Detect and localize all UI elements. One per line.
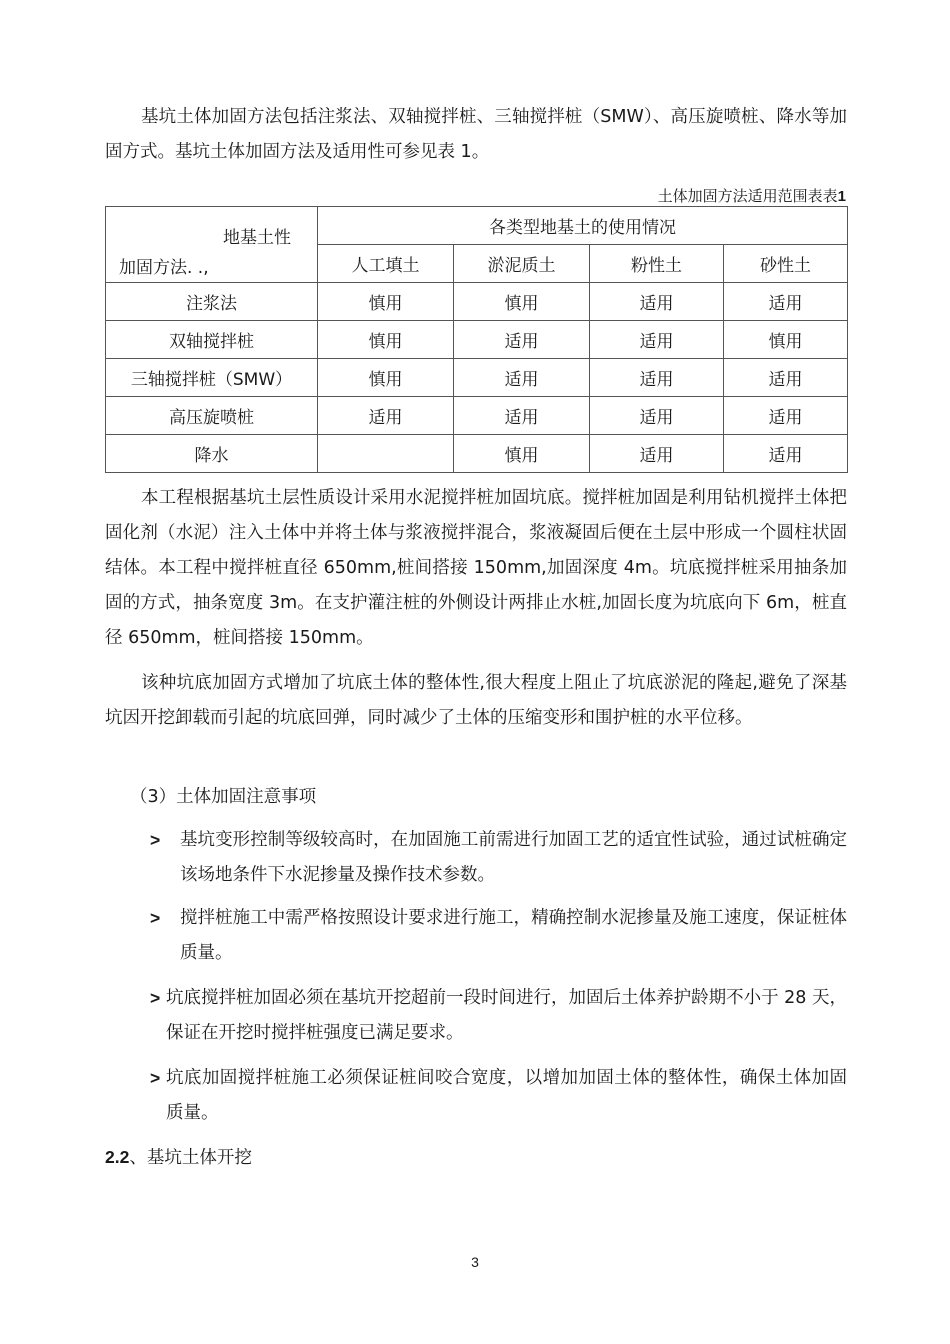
table-cell: 适用 [590, 397, 724, 435]
page-number: 3 [471, 1254, 479, 1270]
table-cell: 适用 [724, 359, 848, 397]
bullet-item [150, 981, 847, 1051]
bullet-text: 搅拌桩施工中需严格按照设计要求进行施工，精确控制水泥掺量及施工速度，保证桩体质量。 [180, 908, 847, 963]
table-row [106, 283, 848, 321]
table-cell: 适用 [724, 283, 848, 321]
body-paragraph-2: 该种坑底加固方式增加了坑底土体的整体性,很大程度上阻止了坑底淤泥的隆起,避免了深基坑因开挖卸载而引起的坑底回弹，同时减少了土体的压缩变形和围护桩的水平位移。 [105, 673, 847, 728]
bullet-arrow-icon: > [150, 830, 161, 850]
bullet-item [150, 1061, 847, 1131]
table-cell: 适用 [590, 283, 724, 321]
bullet-arrow-icon: > [150, 988, 161, 1008]
table-cell: 适用 [454, 359, 590, 397]
table-cell: 慎用 [454, 435, 590, 473]
bullet-arrow-icon: > [150, 908, 161, 928]
bullet-text: 坑底搅拌桩加固必须在基坑开挖超前一段时间进行，加固后土体养护龄期不小于 28 天，保证在开挖时搅拌桩强度已满足要求。 [166, 988, 847, 1043]
row-method: 降水 [106, 435, 318, 473]
column-header: 淤泥质土 [454, 245, 590, 283]
soil-reinforcement-table [105, 206, 848, 473]
table-cell: 适用 [318, 397, 454, 435]
bullet-item [150, 901, 847, 971]
table-cell: 慎用 [318, 283, 454, 321]
bullet-text: 坑底加固搅拌桩施工必须保证桩间咬合宽度，以增加加固土体的整体性，确保土体加固质量。 [166, 1068, 847, 1123]
bullet-text: 基坑变形控制等级较高时，在加固施工前需进行加固工艺的适宜性试验，通过试桩确定该场地条件下水泥掺量及操作技术参数。 [180, 830, 847, 885]
table-cell: 适用 [590, 321, 724, 359]
table-row [106, 397, 848, 435]
table-caption-text: 土体加固方法适用范围表表 [657, 187, 838, 205]
column-header: 人工填土 [318, 245, 454, 283]
table-row [106, 359, 848, 397]
table-caption-number: 1 [837, 188, 846, 205]
table-cell: 适用 [454, 397, 590, 435]
table-cell: 慎用 [724, 321, 848, 359]
row-method: 双轴搅拌桩 [106, 321, 318, 359]
bullet-arrow-icon: > [150, 1068, 161, 1088]
section-heading [105, 1140, 252, 1176]
column-header: 粉性土 [590, 245, 724, 283]
table-cell: 慎用 [318, 359, 454, 397]
table-cell: 适用 [590, 435, 724, 473]
table-row [106, 321, 848, 359]
table-cell: 慎用 [318, 321, 454, 359]
row-method: 注浆法 [106, 283, 318, 321]
corner-label-method: 加固方法. ., [119, 258, 209, 278]
column-header: 砂性土 [724, 245, 848, 283]
table-cell: 适用 [724, 397, 848, 435]
intro-paragraph: 基坑土体加固方法包括注浆法、双轴搅拌桩、三轴搅拌桩（SMW）、高压旋喷桩、降水等加固方式。基坑土体加固方法及适用性可参见表 1。 [105, 107, 847, 162]
table-cell: 适用 [454, 321, 590, 359]
subheading-precautions: （3）土体加固注意事项 [130, 787, 317, 807]
table-group-header: 各类型地基土的使用情况 [318, 207, 848, 245]
body-paragraph-1: 本工程根据基坑土层性质设计采用水泥搅拌桩加固坑底。搅拌桩加固是利用钻机搅拌土体把固化剂（水泥）注入土体中并将土体与浆液搅拌混合，浆液凝固后便在土层中形成一个圆柱状固结体。本工程中搅拌桩直径 650mm,桩间搭接 150mm,加固深度 4m。坑底搅拌桩采用抽条加固的方式，抽条宽度 3m。在支护灌注桩的外侧设计两排止水桩,加固长度为坑底向下 6m，桩直径 650mm，桩间搭接 150mm。 [105, 488, 847, 648]
section-number: 2.2 [105, 1147, 130, 1167]
table-cell [318, 435, 454, 473]
row-method: 三轴搅拌桩（SMW） [106, 359, 318, 397]
table-cell: 适用 [724, 435, 848, 473]
table-cell: 慎用 [454, 283, 590, 321]
corner-label-soil-property: 地基土性 [223, 228, 291, 248]
table-row [106, 435, 848, 473]
bullet-item [150, 823, 847, 893]
table-cell: 适用 [590, 359, 724, 397]
section-title: 、基坑土体开挖 [129, 1148, 252, 1168]
table-corner-cell [106, 207, 318, 283]
row-method: 高压旋喷桩 [106, 397, 318, 435]
